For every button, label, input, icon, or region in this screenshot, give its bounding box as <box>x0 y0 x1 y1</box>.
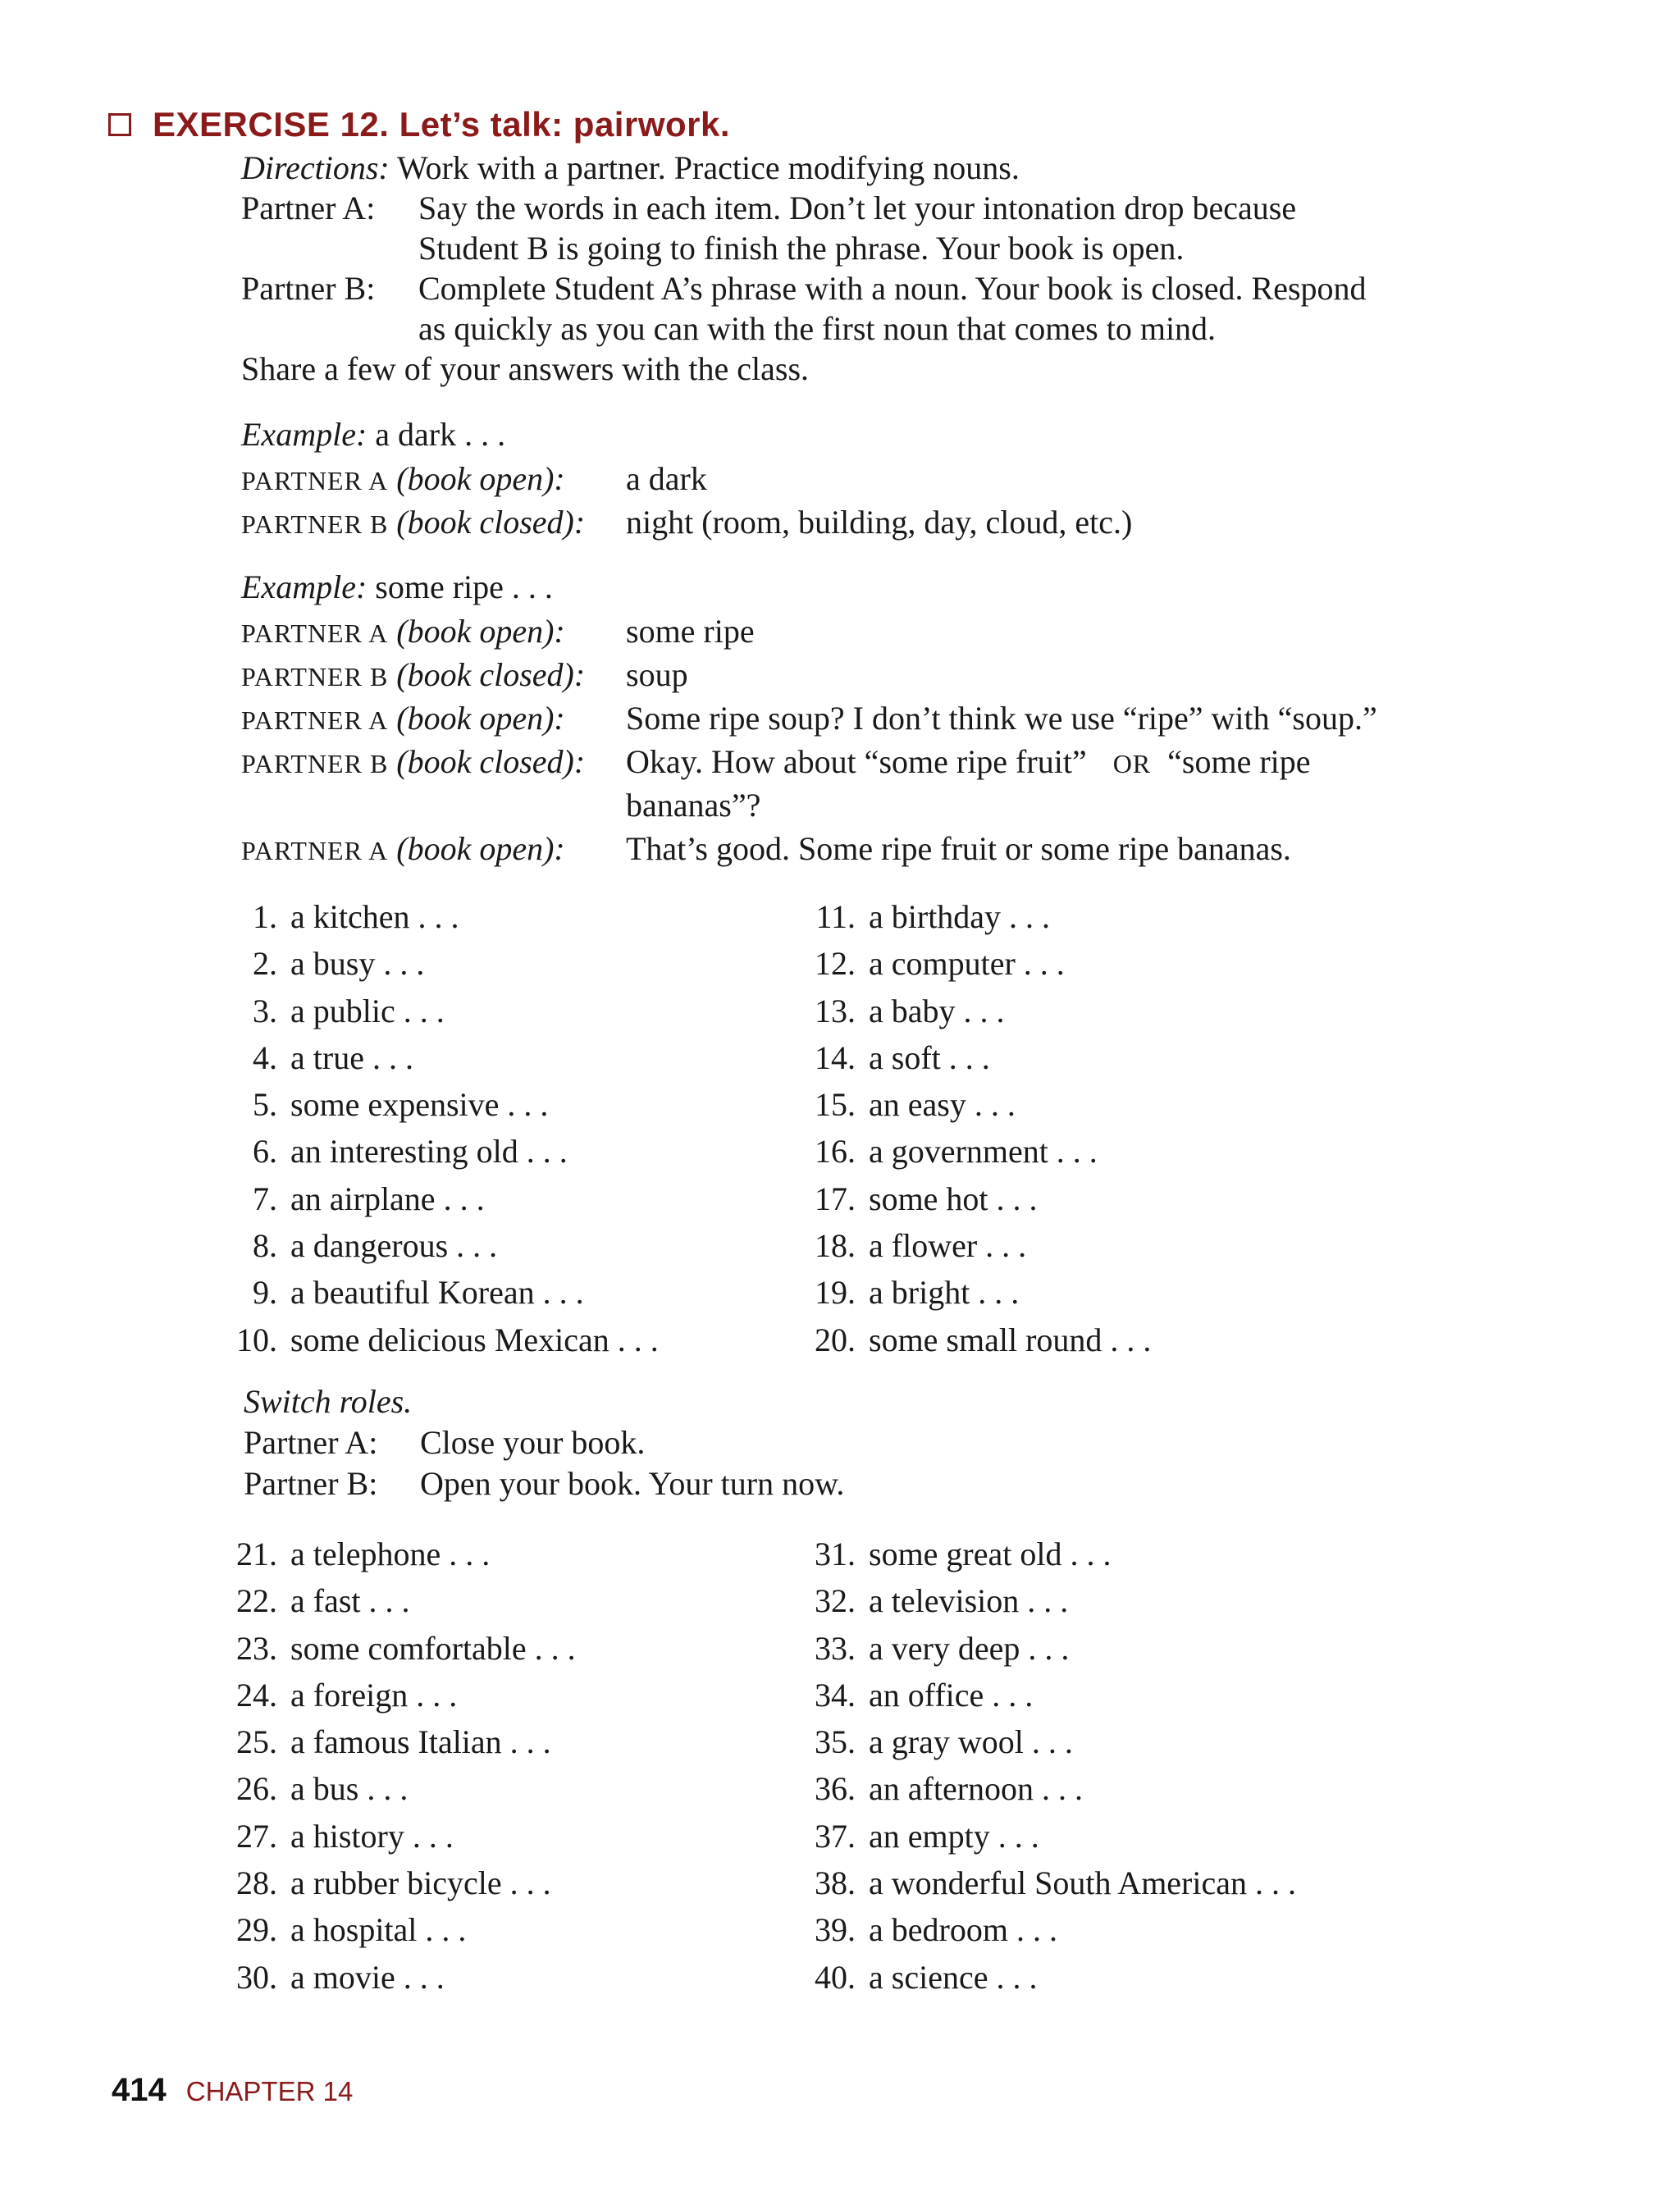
checkbox-icon[interactable] <box>108 113 131 136</box>
list-item: 34. an office . . . <box>815 1676 1034 1714</box>
list-item: 32. a television . . . <box>815 1582 1069 1620</box>
list-item: 18. a flower . . . <box>815 1227 1027 1265</box>
example1-heading <box>241 414 505 455</box>
example1-line: night (room, building, day, cloud, etc.) <box>626 504 1133 541</box>
example2-row <box>241 698 565 741</box>
page-number: 414 <box>112 2072 167 2108</box>
list-item: 14. a soft . . . <box>815 1038 990 1076</box>
partner-b-line2: as quickly as you can with the first noun that comes to mind. <box>418 310 1217 347</box>
example1-row <box>241 459 565 501</box>
list-item: 15. an easy . . . <box>815 1086 1016 1124</box>
switch-roles-title: Switch roles. <box>244 1383 413 1420</box>
list-item: 21. a telephone . . . <box>236 1536 491 1572</box>
list-item: 8. a dangerous . . . <box>253 1227 498 1265</box>
example2-text: some ripe . . . <box>375 568 553 605</box>
switch-b-text: Open your book. Your turn now. <box>420 1465 845 1502</box>
example1-line: a dark <box>626 460 707 497</box>
list-item: 5. some expensive . . . <box>253 1086 549 1124</box>
list-item: 27. a history . . . <box>236 1817 454 1855</box>
list-item: 17. some hot . . . <box>815 1180 1038 1217</box>
speaker-mode: (book open): <box>396 613 565 650</box>
speaker-mode: (book closed): <box>396 504 586 541</box>
list-item: 25. a famous Italian . . . <box>236 1723 551 1761</box>
list-item: 26. a bus . . . <box>236 1770 409 1808</box>
speaker-mode: (book closed): <box>396 656 586 693</box>
share-line: Share a few of your answers with the class. <box>241 350 810 387</box>
list-item: 13. a baby . . . <box>815 992 1005 1029</box>
list-item: 31. some great old . . . <box>815 1536 1112 1572</box>
example2-row <box>241 828 565 871</box>
exercise-header <box>108 103 730 146</box>
list-item: 7. an airplane . . . <box>253 1180 485 1217</box>
speaker-mode: (book open): <box>396 460 565 497</box>
example2-heading <box>241 567 553 608</box>
speaker-label: PARTNER A <box>241 836 389 865</box>
example2-row <box>241 611 565 654</box>
list-item: 11. a birthday . . . <box>815 898 1051 935</box>
speaker-label: PARTNER A <box>241 466 389 495</box>
partner-a-line2: Student B is going to finish the phrase. Your book is open. <box>418 230 1185 267</box>
partner-a-line1: Say the words in each item. Don’t let your intonation drop because <box>418 189 1297 226</box>
partner-b-label: Partner B: <box>241 270 376 307</box>
directions-line <box>241 148 1020 189</box>
list-item: 2. a busy . . . <box>253 945 425 983</box>
speaker-label: PARTNER A <box>241 618 389 648</box>
list-item: 4. a true . . . <box>253 1038 413 1076</box>
speaker-label: PARTNER B <box>241 749 389 778</box>
list-item: 40. a science . . . <box>815 1958 1038 1996</box>
item-list-right-1 <box>800 893 1151 1363</box>
speaker-mode: (book open): <box>396 700 565 737</box>
example2-line-cont: bananas”? <box>626 787 761 824</box>
list-item: 38. a wonderful South American . . . <box>815 1864 1296 1902</box>
list-item: 33. a very deep . . . <box>815 1629 1070 1667</box>
speaker-label: PARTNER B <box>241 509 389 539</box>
list-item: 29. a hospital . . . <box>236 1911 467 1949</box>
list-item: 39. a bedroom . . . <box>815 1911 1057 1949</box>
example2-label: Example: <box>241 568 368 605</box>
line-part: Okay. How about “some ripe fruit” <box>626 743 1087 780</box>
switch-a-label: Partner A: <box>244 1424 378 1461</box>
example2-line: Some ripe soup? I don’t think we use “ripe” with “soup.” <box>626 700 1377 737</box>
example2-row <box>241 655 585 697</box>
list-item: 28. a rubber bicycle . . . <box>236 1864 551 1902</box>
directions-label: Directions: <box>241 149 390 186</box>
list-item: 9. a beautiful Korean . . . <box>253 1274 584 1312</box>
or-word: OR <box>1112 749 1152 778</box>
example2-row <box>241 742 585 784</box>
list-item: 10. some delicious Mexican . . . <box>236 1321 659 1358</box>
switch-a-text: Close your book. <box>420 1424 646 1461</box>
list-item: 19. a bright . . . <box>815 1274 1020 1312</box>
example2-line: soup <box>626 656 688 693</box>
item-list-left-2 <box>221 1531 576 2001</box>
example2-line: That’s good. Some ripe fruit or some ripe bananas. <box>626 830 1291 867</box>
example1-row <box>241 502 585 545</box>
speaker-mode: (book closed): <box>396 743 586 780</box>
example2-line <box>626 742 1311 784</box>
example1-text: a dark . . . <box>375 416 506 453</box>
directions-text: Work with a partner. Practice modifying nouns. <box>396 149 1020 186</box>
list-item: 16. a government . . . <box>815 1133 1098 1171</box>
example1-label: Example: <box>241 416 368 453</box>
list-item: 24. a foreign . . . <box>236 1676 458 1714</box>
partner-a-label: Partner A: <box>241 189 376 226</box>
item-list-right-2 <box>800 1531 1296 2001</box>
speaker-label: PARTNER B <box>241 662 389 691</box>
list-item: 23. some comfortable . . . <box>236 1629 576 1667</box>
list-item: 12. a computer . . . <box>815 945 1065 983</box>
chapter-label: CHAPTER 14 <box>185 2076 354 2106</box>
line-part: “some ripe <box>1167 743 1311 780</box>
exercise-title: EXERCISE 12. Let’s talk: pairwork. <box>153 105 731 144</box>
list-item: 35. a gray wool . . . <box>815 1723 1073 1761</box>
list-item: 36. an afternoon . . . <box>815 1770 1084 1808</box>
partner-b-line1: Complete Student A’s phrase with a noun. Your book is closed. Respond <box>418 270 1367 307</box>
list-item: 22. a fast . . . <box>236 1582 410 1620</box>
page-footer <box>112 2072 353 2109</box>
speaker-mode: (book open): <box>396 830 565 867</box>
list-item: 30. a movie . . . <box>236 1958 445 1996</box>
item-list-left-1 <box>221 893 659 1363</box>
list-item: 20. some small round . . . <box>815 1321 1152 1358</box>
speaker-label: PARTNER A <box>241 705 389 735</box>
list-item: 3. a public . . . <box>253 992 445 1029</box>
list-item: 1. a kitchen . . . <box>253 898 459 935</box>
switch-b-label: Partner B: <box>244 1465 378 1502</box>
list-item: 37. an empty . . . <box>815 1817 1039 1855</box>
example2-line: some ripe <box>626 613 755 650</box>
list-item: 6. an interesting old . . . <box>253 1133 568 1171</box>
